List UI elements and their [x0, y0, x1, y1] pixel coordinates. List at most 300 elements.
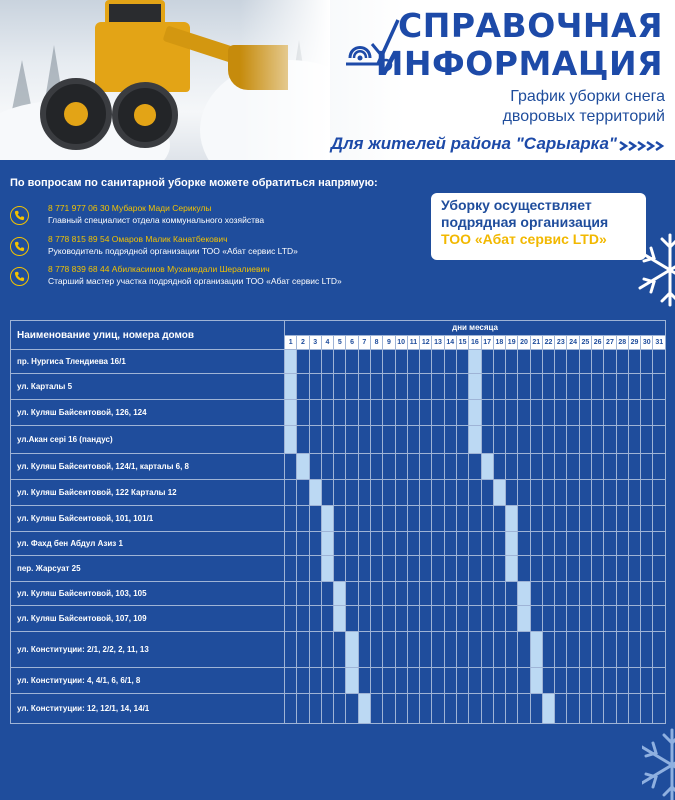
streets-column-header: Наименование улиц, номера домов	[11, 321, 285, 350]
day-cell	[321, 582, 333, 606]
day-cell	[653, 532, 666, 556]
day-cell	[579, 582, 591, 606]
day-cell	[555, 350, 567, 374]
day-cell	[567, 556, 579, 582]
day-cell	[285, 532, 297, 556]
day-number: 23	[555, 335, 567, 350]
table-row	[11, 400, 666, 426]
day-cell	[506, 480, 518, 506]
scheduled-day-cell	[346, 632, 358, 668]
day-cell	[407, 454, 419, 480]
day-cell	[604, 556, 616, 582]
day-number: 30	[641, 335, 653, 350]
day-cell	[469, 632, 481, 668]
day-cell	[542, 350, 554, 374]
day-cell	[653, 350, 666, 374]
day-cell	[555, 582, 567, 606]
contact-phone-name[interactable]: 8 778 839 68 44 Абилкасимов Мухамедали Шералиевич	[48, 264, 270, 274]
day-cell	[616, 694, 628, 724]
day-cell	[334, 668, 346, 694]
day-cell	[346, 582, 358, 606]
day-cell	[370, 480, 382, 506]
day-cell	[297, 582, 309, 606]
day-cell	[346, 506, 358, 532]
scheduled-day-cell	[358, 694, 370, 724]
day-cell	[518, 556, 530, 582]
contractor-line1: Уборку осуществляет	[441, 197, 592, 213]
scheduled-day-cell	[469, 400, 481, 426]
day-cell	[604, 350, 616, 374]
day-cell	[358, 532, 370, 556]
day-number: 16	[469, 335, 481, 350]
table-row	[11, 606, 666, 632]
day-cell	[518, 480, 530, 506]
day-cell	[420, 454, 432, 480]
day-cell	[555, 480, 567, 506]
day-cell	[358, 480, 370, 506]
phone-icon	[10, 267, 29, 286]
day-cell	[334, 426, 346, 454]
day-cell	[493, 426, 505, 454]
day-cell	[592, 374, 604, 400]
day-cell	[530, 694, 542, 724]
day-cell	[530, 582, 542, 606]
day-cell	[321, 694, 333, 724]
phone-icon	[10, 206, 29, 225]
day-cell	[309, 400, 321, 426]
scheduled-day-cell	[481, 454, 493, 480]
day-cell	[469, 454, 481, 480]
day-cell	[481, 506, 493, 532]
day-number: 15	[456, 335, 468, 350]
day-number: 22	[542, 335, 554, 350]
day-cell	[346, 374, 358, 400]
day-cell	[506, 350, 518, 374]
day-cell	[481, 668, 493, 694]
scheduled-day-cell	[334, 606, 346, 632]
day-cell	[542, 556, 554, 582]
contractor-name: ТОО «Абат сервис LTD»	[441, 231, 607, 247]
chevron-arrows-icon	[619, 140, 665, 152]
day-cell	[444, 668, 456, 694]
day-cell	[493, 374, 505, 400]
day-cell	[555, 606, 567, 632]
day-cell	[395, 506, 407, 532]
table-row	[11, 374, 666, 400]
day-cell	[579, 400, 591, 426]
day-cell	[542, 374, 554, 400]
day-cell	[542, 426, 554, 454]
day-number: 8	[370, 335, 382, 350]
day-cell	[285, 582, 297, 606]
day-cell	[567, 374, 579, 400]
day-cell	[641, 632, 653, 668]
day-cell	[346, 480, 358, 506]
day-cell	[653, 694, 666, 724]
contact-phone-name[interactable]: 8 778 815 89 54 Омаров Малик Канатбекович	[48, 234, 228, 244]
day-cell	[285, 632, 297, 668]
day-cell	[567, 582, 579, 606]
day-cell	[616, 632, 628, 668]
day-cell	[579, 606, 591, 632]
day-cell	[592, 582, 604, 606]
day-cell	[444, 480, 456, 506]
day-cell	[493, 400, 505, 426]
day-cell	[555, 374, 567, 400]
street-name: ул. Куляш Байсеитовой, 126, 124	[11, 400, 285, 426]
day-number: 4	[321, 335, 333, 350]
day-cell	[506, 374, 518, 400]
day-cell	[309, 532, 321, 556]
day-cell	[420, 632, 432, 668]
day-cell	[285, 480, 297, 506]
day-cell	[395, 668, 407, 694]
day-cell	[481, 606, 493, 632]
day-cell	[641, 480, 653, 506]
day-cell	[555, 556, 567, 582]
day-number: 18	[493, 335, 505, 350]
day-cell	[383, 632, 395, 668]
day-cell	[383, 480, 395, 506]
day-cell	[285, 506, 297, 532]
day-cell	[444, 374, 456, 400]
day-cell	[456, 582, 468, 606]
day-number: 3	[309, 335, 321, 350]
day-number: 17	[481, 335, 493, 350]
day-cell	[604, 582, 616, 606]
day-number: 27	[604, 335, 616, 350]
day-cell	[420, 606, 432, 632]
day-cell	[493, 632, 505, 668]
day-cell	[604, 506, 616, 532]
day-cell	[321, 632, 333, 668]
day-cell	[334, 556, 346, 582]
day-cell	[297, 426, 309, 454]
day-cell	[432, 556, 444, 582]
day-number: 9	[383, 335, 395, 350]
day-cell	[616, 668, 628, 694]
day-cell	[579, 374, 591, 400]
street-name: ул. Конституции: 2/1, 2/2, 2, 11, 13	[11, 632, 285, 668]
day-cell	[309, 668, 321, 694]
day-cell	[592, 556, 604, 582]
day-cell	[444, 454, 456, 480]
day-cell	[653, 668, 666, 694]
day-number: 7	[358, 335, 370, 350]
day-cell	[456, 532, 468, 556]
day-cell	[444, 426, 456, 454]
day-cell	[567, 350, 579, 374]
day-cell	[383, 694, 395, 724]
day-cell	[604, 454, 616, 480]
day-cell	[542, 506, 554, 532]
table-row	[11, 582, 666, 606]
day-cell	[334, 694, 346, 724]
day-cell	[358, 632, 370, 668]
day-number: 1	[285, 335, 297, 350]
day-cell	[420, 694, 432, 724]
day-cell	[641, 582, 653, 606]
day-cell	[567, 426, 579, 454]
scheduled-day-cell	[506, 532, 518, 556]
day-cell	[616, 374, 628, 400]
day-cell	[506, 582, 518, 606]
day-cell	[309, 582, 321, 606]
day-cell	[285, 694, 297, 724]
day-cell	[309, 454, 321, 480]
day-cell	[358, 506, 370, 532]
day-cell	[628, 506, 640, 532]
day-cell	[407, 694, 419, 724]
day-cell	[383, 532, 395, 556]
day-cell	[481, 400, 493, 426]
day-cell	[653, 582, 666, 606]
day-cell	[383, 426, 395, 454]
day-cell	[567, 400, 579, 426]
day-cell	[518, 532, 530, 556]
contact-item	[10, 234, 430, 260]
day-cell	[641, 350, 653, 374]
day-cell	[641, 426, 653, 454]
day-cell	[653, 506, 666, 532]
day-cell	[616, 582, 628, 606]
day-cell	[542, 454, 554, 480]
day-cell	[592, 350, 604, 374]
day-cell	[641, 400, 653, 426]
day-cell	[456, 374, 468, 400]
street-name: ул. Куляш Байсеитовой, 101, 101/1	[11, 506, 285, 532]
day-cell	[432, 606, 444, 632]
day-cell	[297, 556, 309, 582]
day-cell	[420, 506, 432, 532]
day-cell	[518, 350, 530, 374]
day-cell	[653, 374, 666, 400]
day-cell	[309, 374, 321, 400]
day-cell	[493, 694, 505, 724]
street-name: ул. Куляш Байсеитовой, 103, 105	[11, 582, 285, 606]
day-cell	[358, 582, 370, 606]
day-cell	[297, 694, 309, 724]
day-cell	[555, 632, 567, 668]
scheduled-day-cell	[321, 556, 333, 582]
day-cell	[432, 480, 444, 506]
scheduled-day-cell	[506, 506, 518, 532]
day-number: 31	[653, 335, 666, 350]
contact-item	[10, 264, 430, 290]
day-cell	[628, 556, 640, 582]
day-cell	[420, 532, 432, 556]
day-cell	[579, 556, 591, 582]
day-cell	[456, 454, 468, 480]
day-cell	[616, 350, 628, 374]
day-cell	[456, 556, 468, 582]
day-cell	[420, 374, 432, 400]
day-cell	[432, 400, 444, 426]
day-cell	[420, 582, 432, 606]
day-cell	[358, 668, 370, 694]
table-row	[11, 668, 666, 694]
day-cell	[407, 506, 419, 532]
table-row	[11, 506, 666, 532]
day-cell	[506, 426, 518, 454]
day-cell	[358, 454, 370, 480]
day-cell	[530, 350, 542, 374]
table-row	[11, 426, 666, 454]
day-cell	[383, 556, 395, 582]
day-cell	[628, 426, 640, 454]
day-cell	[592, 506, 604, 532]
subtitle-line1: График уборки снега	[510, 88, 665, 105]
day-cell	[592, 606, 604, 632]
day-cell	[641, 506, 653, 532]
day-cell	[346, 400, 358, 426]
day-cell	[530, 400, 542, 426]
page-title-line2: ИНФОРМАЦИЯ	[375, 44, 663, 83]
day-cell	[530, 506, 542, 532]
day-cell	[285, 606, 297, 632]
day-cell	[493, 668, 505, 694]
scheduled-day-cell	[285, 400, 297, 426]
street-name: ул. Конституции: 12, 12/1, 14, 14/1	[11, 694, 285, 724]
day-cell	[493, 454, 505, 480]
day-cell	[506, 694, 518, 724]
header-banner	[0, 0, 675, 160]
day-cell	[420, 426, 432, 454]
day-cell	[420, 668, 432, 694]
day-cell	[616, 400, 628, 426]
day-cell	[297, 374, 309, 400]
day-cell	[321, 480, 333, 506]
scheduled-day-cell	[285, 350, 297, 374]
scheduled-day-cell	[518, 582, 530, 606]
day-cell	[641, 668, 653, 694]
day-cell	[616, 532, 628, 556]
day-cell	[321, 606, 333, 632]
day-cell	[407, 632, 419, 668]
day-cell	[407, 426, 419, 454]
day-cell	[395, 556, 407, 582]
scheduled-day-cell	[321, 532, 333, 556]
scheduled-day-cell	[346, 668, 358, 694]
day-cell	[518, 506, 530, 532]
day-cell	[653, 632, 666, 668]
table-row	[11, 454, 666, 480]
day-cell	[481, 694, 493, 724]
day-cell	[628, 532, 640, 556]
day-number: 13	[432, 335, 444, 350]
day-cell	[456, 350, 468, 374]
day-cell	[604, 374, 616, 400]
day-cell	[628, 454, 640, 480]
day-cell	[653, 556, 666, 582]
day-cell	[432, 374, 444, 400]
day-cell	[616, 556, 628, 582]
street-name: ул. Куляш Байсеитовой, 122 Карталы 12	[11, 480, 285, 506]
day-cell	[407, 556, 419, 582]
day-cell	[542, 480, 554, 506]
scheduled-day-cell	[334, 582, 346, 606]
scheduled-day-cell	[518, 606, 530, 632]
day-cell	[469, 532, 481, 556]
day-cell	[297, 400, 309, 426]
day-cell	[555, 668, 567, 694]
day-cell	[579, 454, 591, 480]
street-name: ул.Акан серi 16 (пандус)	[11, 426, 285, 454]
day-cell	[370, 374, 382, 400]
day-cell	[309, 632, 321, 668]
day-cell	[321, 668, 333, 694]
day-cell	[420, 480, 432, 506]
day-cell	[383, 606, 395, 632]
day-cell	[383, 350, 395, 374]
day-cell	[297, 350, 309, 374]
street-name: ул. Конституции: 4, 4/1, 6, 6/1, 8	[11, 668, 285, 694]
day-number: 20	[518, 335, 530, 350]
day-cell	[370, 668, 382, 694]
day-cell	[334, 400, 346, 426]
day-cell	[579, 632, 591, 668]
scheduled-day-cell	[285, 374, 297, 400]
street-name: ул. Фахд бен Абдул Азиз 1	[11, 532, 285, 556]
day-cell	[309, 606, 321, 632]
day-cell	[321, 400, 333, 426]
day-cell	[481, 532, 493, 556]
day-cell	[383, 400, 395, 426]
day-cell	[481, 632, 493, 668]
day-cell	[321, 350, 333, 374]
day-cell	[555, 426, 567, 454]
day-cell	[309, 350, 321, 374]
table-row	[11, 556, 666, 582]
day-cell	[592, 400, 604, 426]
day-cell	[334, 480, 346, 506]
day-cell	[297, 632, 309, 668]
day-cell	[506, 606, 518, 632]
district-label: Для жителей района "Сарыарка"	[330, 134, 617, 153]
day-cell	[518, 632, 530, 668]
contact-item	[10, 203, 430, 229]
scheduled-day-cell	[309, 480, 321, 506]
day-cell	[407, 668, 419, 694]
day-cell	[456, 480, 468, 506]
day-cell	[370, 532, 382, 556]
day-cell	[567, 506, 579, 532]
day-cell	[407, 400, 419, 426]
day-cell	[641, 532, 653, 556]
day-cell	[334, 632, 346, 668]
day-cell	[481, 374, 493, 400]
day-cell	[432, 668, 444, 694]
day-cell	[395, 374, 407, 400]
day-cell	[334, 350, 346, 374]
day-cell	[297, 506, 309, 532]
day-number: 6	[346, 335, 358, 350]
day-cell	[407, 480, 419, 506]
day-cell	[530, 606, 542, 632]
day-cell	[604, 668, 616, 694]
day-cell	[370, 350, 382, 374]
day-cell	[604, 400, 616, 426]
day-cell	[506, 668, 518, 694]
day-cell	[334, 532, 346, 556]
day-cell	[530, 454, 542, 480]
day-cell	[604, 532, 616, 556]
day-cell	[604, 606, 616, 632]
scheduled-day-cell	[321, 506, 333, 532]
day-cell	[555, 400, 567, 426]
day-cell	[542, 532, 554, 556]
contact-phone-name[interactable]: 8 771 977 06 30 Мубарок Мади Серикулы	[48, 203, 212, 213]
